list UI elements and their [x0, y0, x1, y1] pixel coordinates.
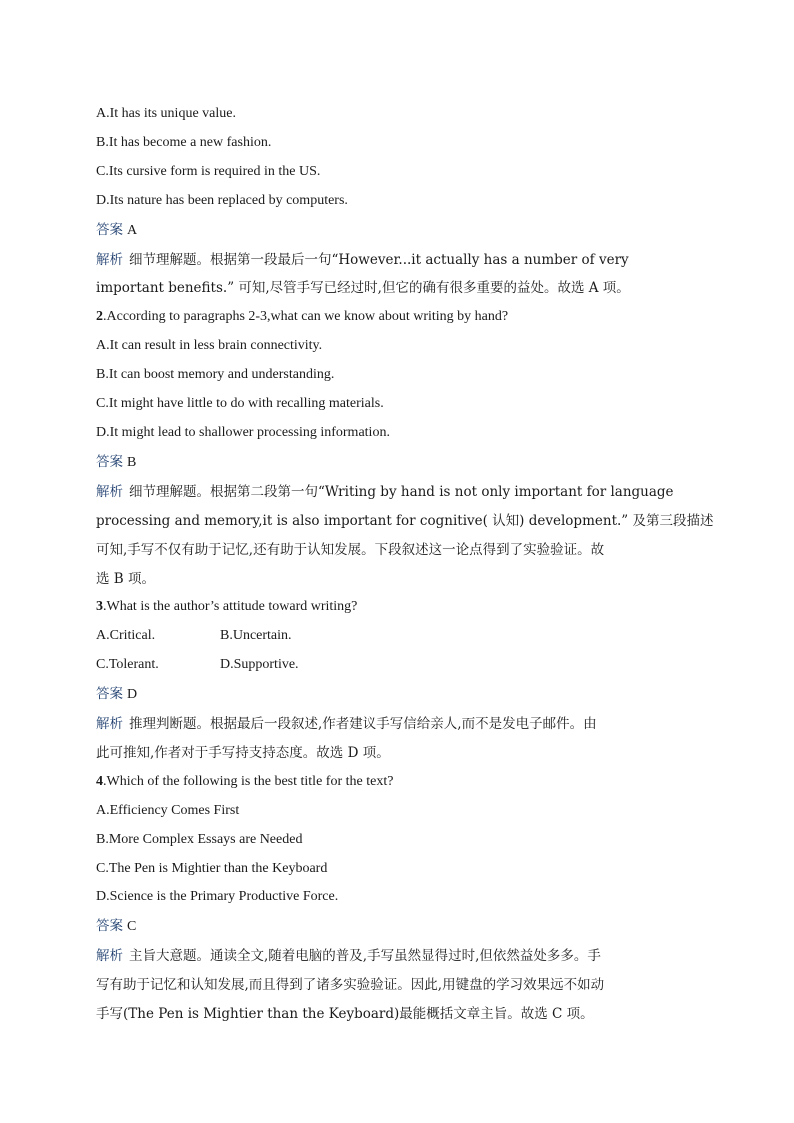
question-text: .What is the author’s attitude toward writing?: [103, 599, 358, 615]
q4-option-b: B.More Complex Essays are Needed: [96, 831, 303, 847]
q1-option-d: D.Its nature has been replaced by computers.: [96, 192, 348, 208]
q4-question: [96, 768, 696, 797]
explanation-label: 解析: [96, 483, 123, 500]
q3-option-a: A.Critical.: [96, 628, 156, 644]
answer-label: 答案: [96, 686, 123, 703]
q2-question: [96, 303, 696, 332]
explanation-text: 主旨大意题。通读全文,随着电脑的普及,手写虽然显得过时,但依然益处多多。手: [129, 948, 601, 965]
q4-option-d: D.Science is the Primary Productive Force.: [96, 889, 339, 905]
answer-letter: C: [127, 919, 137, 935]
q2-explanation-line-1: [96, 478, 696, 507]
q4-explanation-line-3: 手写(The Pen is Mightier than the Keyboard)最能概括文章主旨。故选 C 项。: [96, 1006, 594, 1023]
answer-letter: B: [127, 454, 137, 470]
q1-answer: [96, 216, 696, 246]
answer-label: 答案: [96, 221, 123, 238]
q3-answer: [96, 680, 696, 710]
q2-option-b: B.It can boost memory and understanding.: [96, 367, 335, 383]
q3-explanation-line-1: [96, 710, 696, 739]
q3-explanation-line-2: 此可推知,作者对于手写持支持态度。故选 D 项。: [96, 744, 390, 761]
q4-option-a: A.Efficiency Comes First: [96, 802, 240, 818]
q4-explanation-line-2: 写有助于记忆和认知发展,而且得到了诸多实验验证。因此,用键盘的学习效果远不如动: [96, 977, 605, 994]
q1-option-a: A.It has its unique value.: [96, 106, 236, 121]
explanation-label: 解析: [96, 716, 123, 733]
question-number: 3: [96, 599, 103, 615]
q2-option-c: C.It might have little to do with recalling materials.: [96, 396, 384, 412]
q2-explanation-line-3: 可知,手写不仅有助于记忆,还有助于认知发展。下段叙述这一论点得到了实验验证。故: [96, 541, 605, 558]
answer-label: 答案: [96, 453, 123, 470]
answer-letter: D: [127, 687, 138, 703]
q3-question: [96, 593, 696, 622]
q2-explanation-line-2: processing and memory,it is also important for cognitive( 认知) development.” 及第三段描述: [96, 512, 714, 529]
question-text: .According to paragraphs 2-3,what can we know about writing by hand?: [103, 309, 509, 325]
q1-option-c: C.Its cursive form is required in the US.: [96, 163, 321, 179]
explanation-label: 解析: [96, 251, 123, 268]
q3-option-d: D.Supportive.: [220, 657, 299, 673]
q4-answer: [96, 912, 696, 942]
q1-explanation-line-2: important benefits.” 可知,尽管手写已经过时,但它的确有很多重要的益处。故选 A 项。: [96, 280, 630, 297]
q2-option-d: D.It might lead to shallower processing information.: [96, 424, 390, 440]
q2-answer: [96, 448, 696, 478]
q3-option-c: C.Tolerant.: [96, 657, 159, 673]
question-number: 2: [96, 309, 103, 325]
question-number: 4: [96, 773, 103, 789]
q1-option-b: B.It has become a new fashion.: [96, 134, 272, 150]
answer-label: 答案: [96, 918, 123, 935]
q4-option-c: C.The Pen is Mightier than the Keyboard: [96, 860, 328, 876]
answer-letter: A: [127, 222, 138, 238]
q4-explanation-line-1: [96, 942, 696, 971]
document-content: [96, 100, 714, 1029]
explanation-text: 细节理解题。根据第二段第一句“Writing by hand is not only important for language: [129, 483, 674, 500]
q3-options-row-1: [96, 622, 696, 651]
q3-option-b: B.Uncertain.: [220, 628, 292, 644]
explanation-text: 细节理解题。根据第一段最后一句“However...it actually has a number of very: [129, 251, 629, 268]
q2-option-a: A.It can result in less brain connectivity.: [96, 338, 323, 354]
q2-explanation-line-4: 选 B 项。: [96, 570, 156, 587]
q3-options-row-2: [96, 651, 696, 680]
q1-explanation-line-1: [96, 246, 696, 275]
question-text: .Which of the following is the best title for the text?: [103, 773, 394, 789]
explanation-label: 解析: [96, 948, 123, 965]
explanation-text: 推理判断题。根据最后一段叙述,作者建议手写信给亲人,而不是发电子邮件。由: [129, 716, 597, 733]
